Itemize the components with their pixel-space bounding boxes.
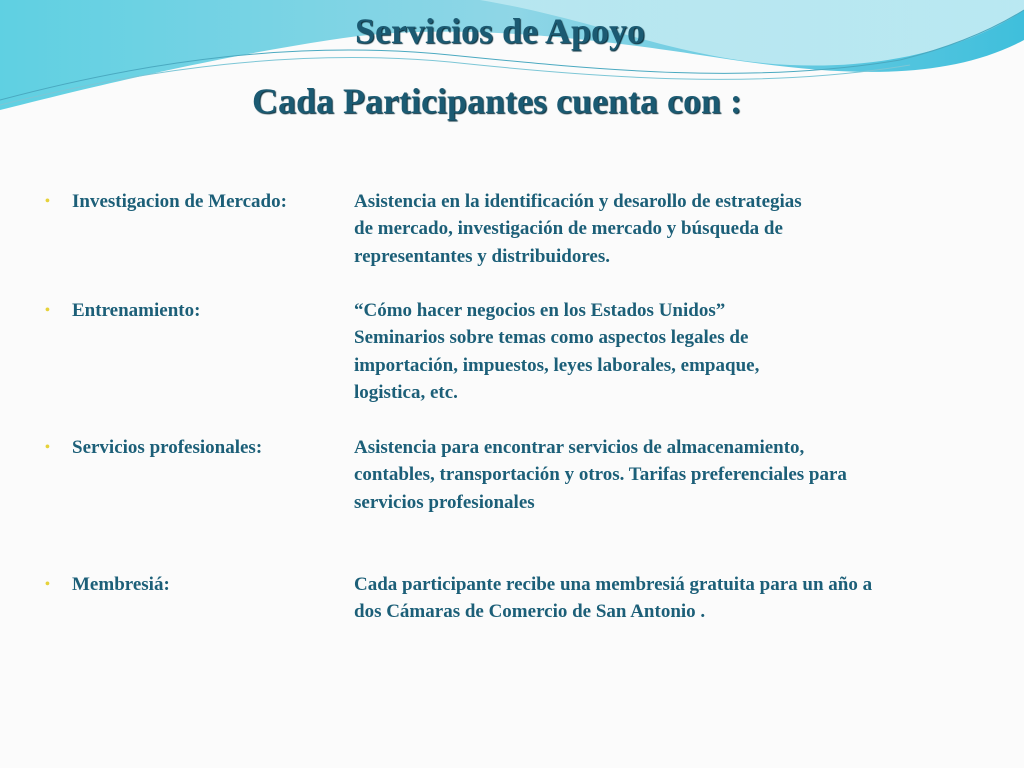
bullet-icon: • (45, 194, 50, 209)
description-line: “Cómo hacer negocios en los Estados Unidos” (354, 300, 726, 321)
description-line: importación, impuestos, leyes laborales, empaque, (354, 354, 760, 376)
item-label: Servicios profesionales: (72, 437, 263, 458)
description-line: de mercado, investigación de mercado y búsqueda de (354, 218, 783, 240)
description-line: Cada participante recibe una membresiá gratuita para un año a (354, 574, 873, 595)
description-line: dos Cámaras de Comercio de San Antonio . (354, 601, 706, 623)
item-description (354, 188, 802, 270)
item-description (354, 434, 847, 516)
item-description (354, 571, 872, 626)
item-label: Entrenamiento: (72, 300, 201, 321)
slide-subtitle: Cada Participantes cuenta con : (252, 81, 742, 121)
item-label: Investigacion de Mercado: (72, 191, 287, 212)
description-line: representantes y distribuidores. (354, 245, 610, 267)
description-line: logistica, etc. (354, 381, 458, 403)
bullet-icon: • (45, 577, 50, 592)
description-line: Asistencia para encontrar servicios de almacenamiento, (354, 437, 805, 458)
bullet-icon: • (45, 440, 50, 455)
description-line: Seminarios sobre temas como aspectos legales de (354, 327, 749, 349)
item-label: Membresiá: (72, 574, 170, 595)
slide-title: Servicios de Apoyo (354, 11, 645, 51)
description-line: Asistencia en la identificación y desarollo de estrategias (354, 191, 802, 212)
description-line: contables, transportación y otros. Tarifas preferenciales para (354, 464, 847, 486)
item-description (354, 297, 759, 406)
bullet-icon: • (45, 303, 50, 318)
description-line: servicios profesionales (354, 491, 535, 513)
